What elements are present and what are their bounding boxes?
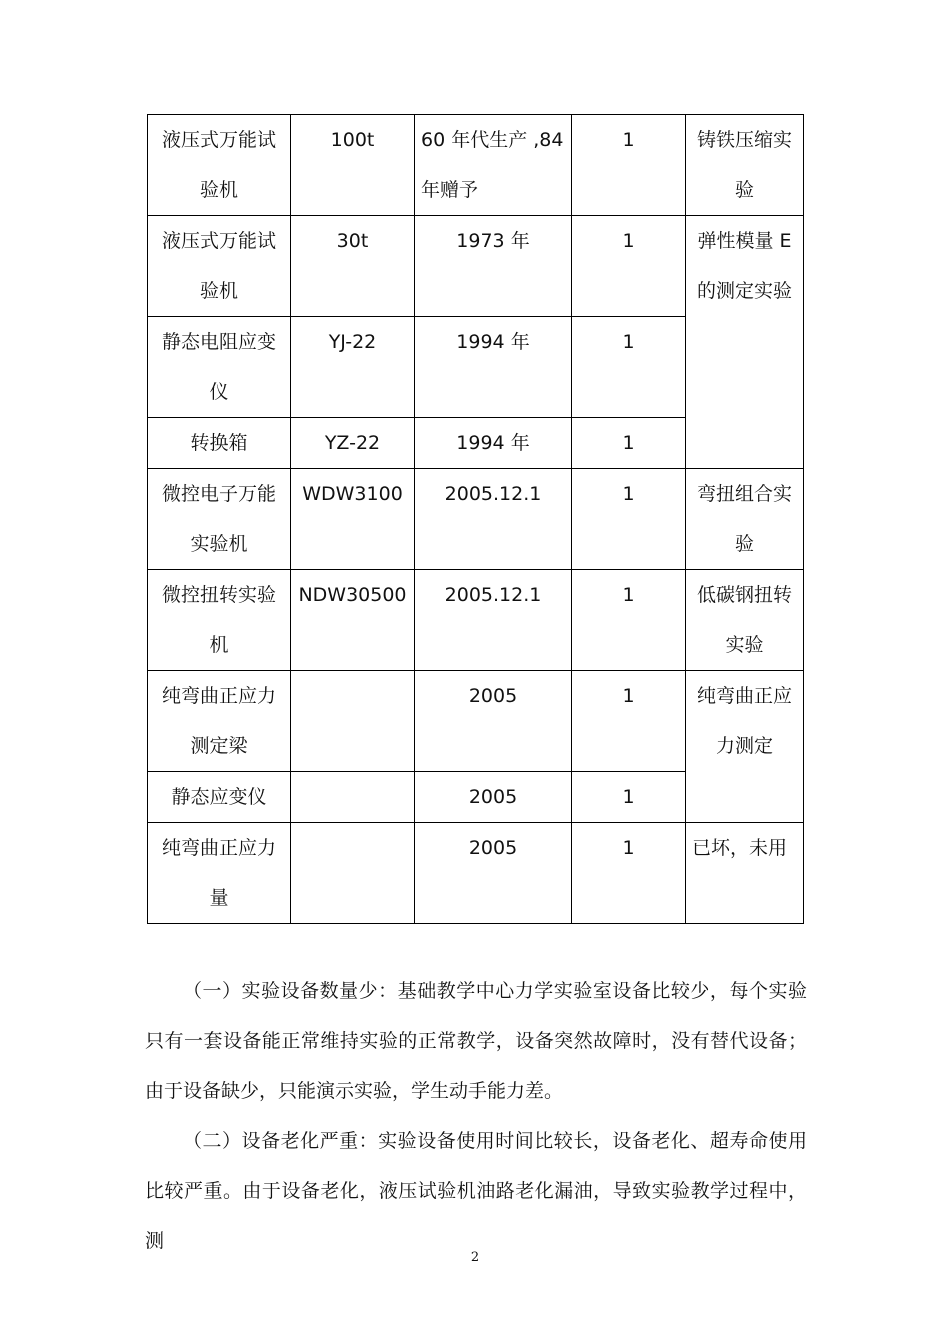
date-cell: 1994 年: [415, 418, 572, 469]
table-row: [148, 469, 804, 570]
date-cell: 1973 年: [415, 216, 572, 317]
equipment-name-cell: 转换箱: [148, 418, 291, 469]
equipment-name-cell: 静态电阻应变仪: [148, 317, 291, 418]
model-cell: [291, 772, 415, 823]
quantity-cell: 1: [572, 823, 686, 924]
table-row: [148, 115, 804, 216]
model-cell: WDW3100: [291, 469, 415, 570]
model-cell: 30t: [291, 216, 415, 317]
quantity-cell: 1: [572, 570, 686, 671]
table-row: [148, 216, 804, 317]
model-cell: YJ-22: [291, 317, 415, 418]
model-cell: NDW30500: [291, 570, 415, 671]
model-cell: 100t: [291, 115, 415, 216]
equipment-name-cell: 纯弯曲正应力测定梁: [148, 671, 291, 772]
purpose-cell: 弯扭组合实验: [686, 469, 804, 570]
paragraph-equipment-aging: （二）设备老化严重：实验设备使用时间比较长，设备老化、超寿命使用比较严重。由于设备老化，液压试验机油路老化漏油，导致实验教学过程中，测: [145, 1130, 807, 1252]
paragraph-equipment-shortage: （一）实验设备数量少：基础教学中心力学实验室设备比较少，每个实验只有一套设备能正常维持实验的正常教学，设备突然故障时，没有替代设备；由于设备缺少，只能演示实验，学生动手能力差。: [145, 980, 807, 1102]
quantity-cell: 1: [572, 216, 686, 317]
purpose-cell: 弹性模量 E 的测定实验: [686, 216, 804, 469]
date-cell: 60 年代生产 ,84 年赠予: [415, 115, 572, 216]
table-row: [148, 671, 804, 772]
model-cell: [291, 823, 415, 924]
purpose-cell: 低碳钢扭转实验: [686, 570, 804, 671]
equipment-name-cell: 微控扭转实验机: [148, 570, 291, 671]
date-cell: 2005: [415, 772, 572, 823]
table-row: [148, 823, 804, 924]
date-cell: 2005: [415, 671, 572, 772]
quantity-cell: 1: [572, 469, 686, 570]
purpose-cell: 铸铁压缩实验: [686, 115, 804, 216]
page-number: 2: [470, 1250, 480, 1265]
quantity-cell: 1: [572, 115, 686, 216]
equipment-name-cell: 纯弯曲正应力量: [148, 823, 291, 924]
model-cell: YZ-22: [291, 418, 415, 469]
equipment-name-cell: 液压式万能试验机: [148, 216, 291, 317]
purpose-cell: 纯弯曲正应力测定: [686, 671, 804, 823]
quantity-cell: 1: [572, 317, 686, 418]
date-cell: 2005: [415, 823, 572, 924]
equipment-name-cell: 静态应变仪: [148, 772, 291, 823]
date-cell: 2005.12.1: [415, 570, 572, 671]
equipment-table: [147, 114, 804, 924]
purpose-cell: 已坏，未用: [686, 823, 804, 924]
quantity-cell: 1: [572, 418, 686, 469]
table-row: [148, 570, 804, 671]
model-cell: [291, 671, 415, 772]
equipment-name-cell: 液压式万能试验机: [148, 115, 291, 216]
quantity-cell: 1: [572, 671, 686, 772]
equipment-name-cell: 微控电子万能实验机: [148, 469, 291, 570]
date-cell: 2005.12.1: [415, 469, 572, 570]
quantity-cell: 1: [572, 772, 686, 823]
date-cell: 1994 年: [415, 317, 572, 418]
